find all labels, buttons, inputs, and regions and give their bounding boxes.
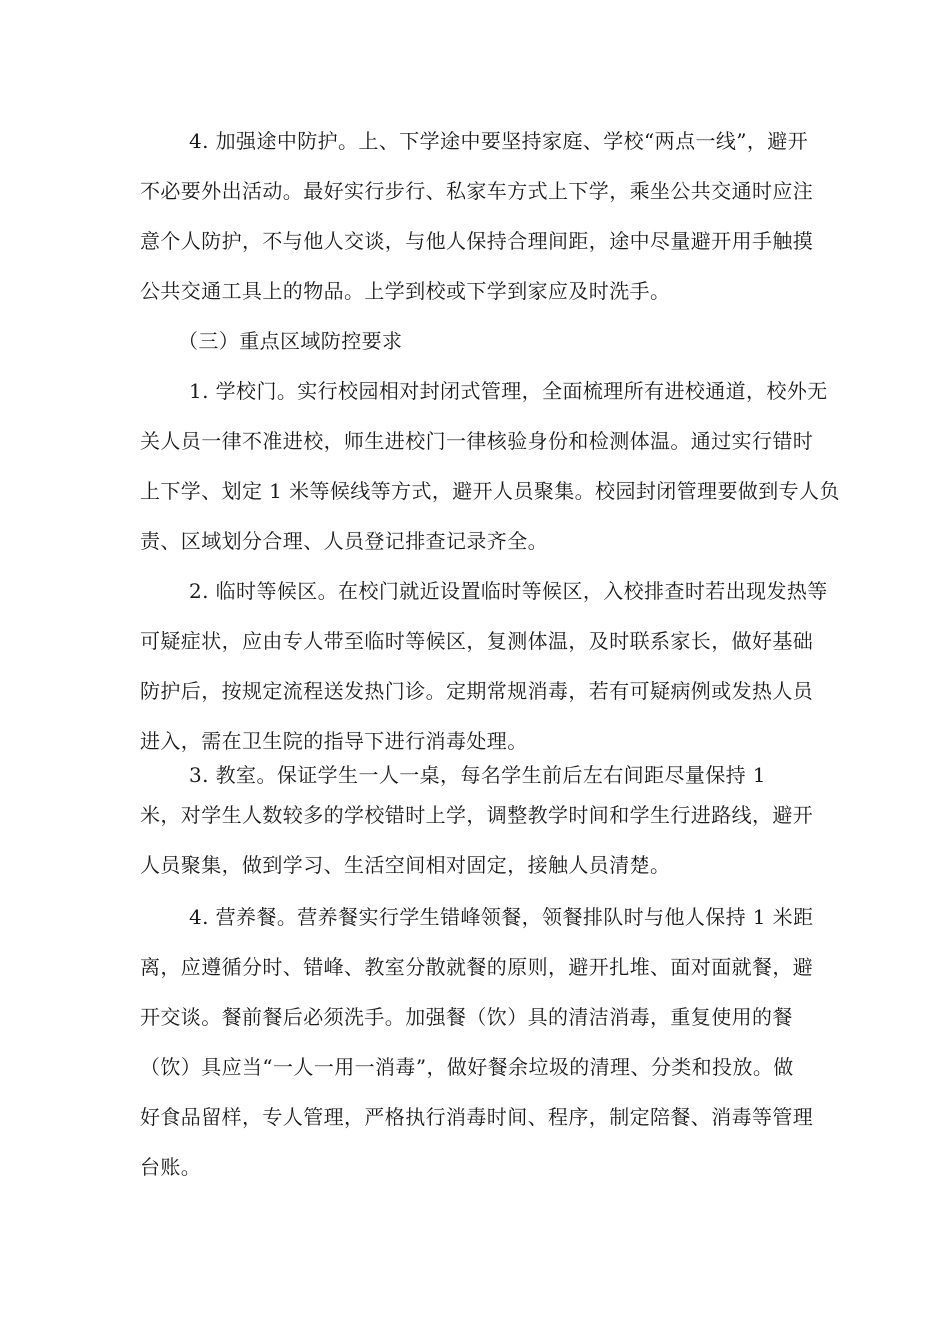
section-heading: （三）重点区域防控要求: [178, 329, 403, 353]
paragraph-line: 不必要外出活动。最好实行步行、私家车方式上下学，乘坐公共交通时应注: [140, 179, 814, 203]
paragraph-line: 防护后，按规定流程送发热门诊。定期常规消毒，若有可疑病例或发热人员: [140, 679, 814, 703]
paragraph-line: 2. 临时等候区。在校门就近设置临时等候区，入校排查时若出现发热等: [189, 579, 828, 603]
paragraph-line: 进入，需在卫生院的指导下进行消毒处理。: [140, 729, 528, 753]
paragraph-line: 好食品留样，专人管理，严格执行消毒时间、程序，制定陪餐、消毒等管理: [140, 1105, 814, 1129]
paragraph-line: 台账。: [140, 1155, 202, 1179]
paragraph-line: 关人员一律不准进校，师生进校门一律核验身份和检测体温。通过实行错时: [140, 429, 814, 453]
paragraph-line: 人员聚集，做到学习、生活空间相对固定，接触人员清楚。: [140, 853, 671, 877]
paragraph-line: 离，应遵循分时、错峰、教室分散就餐的原则，避开扎堆、面对面就餐，避: [140, 955, 814, 979]
paragraph-line: 4. 加强途中防护。上、下学途中要坚持家庭、学校“两点一线”，避开: [189, 129, 809, 153]
paragraph-line: 1. 学校门。实行校园相对封闭式管理，全面梳理所有进校通道，校外无: [189, 379, 828, 403]
paragraph-line: （饮）具应当“一人一用一消毒”，做好餐余垃圾的清理、分类和投放。做: [140, 1055, 794, 1079]
paragraph-line: 3. 教室。保证学生一人一桌，每名学生前后左右间距尽量保持 1: [189, 763, 766, 787]
paragraph-line: 意个人防护，不与他人交谈，与他人保持合理间距，途中尽量避开用手触摸: [140, 229, 814, 253]
paragraph-line: 公共交通工具上的物品。上学到校或下学到家应及时洗手。: [140, 279, 671, 303]
paragraph-line: 可疑症状，应由专人带至临时等候区，复测体温，及时联系家长，做好基础: [140, 629, 814, 653]
paragraph-line: 上下学、划定 1 米等候线等方式，避开人员聚集。校园封闭管理要做到专人负: [140, 479, 840, 503]
paragraph-line: 责、区域划分合理、人员登记排查记录齐全。: [140, 529, 548, 553]
paragraph-line: 开交谈。餐前餐后必须洗手。加强餐（饮）具的清洁消毒，重复使用的餐: [140, 1005, 793, 1029]
paragraph-line: 4. 营养餐。营养餐实行学生错峰领餐，领餐排队时与他人保持 1 米距: [189, 905, 814, 929]
paragraph-line: 米，对学生人数较多的学校错时上学，调整教学时间和学生行进路线，避开: [140, 803, 814, 827]
